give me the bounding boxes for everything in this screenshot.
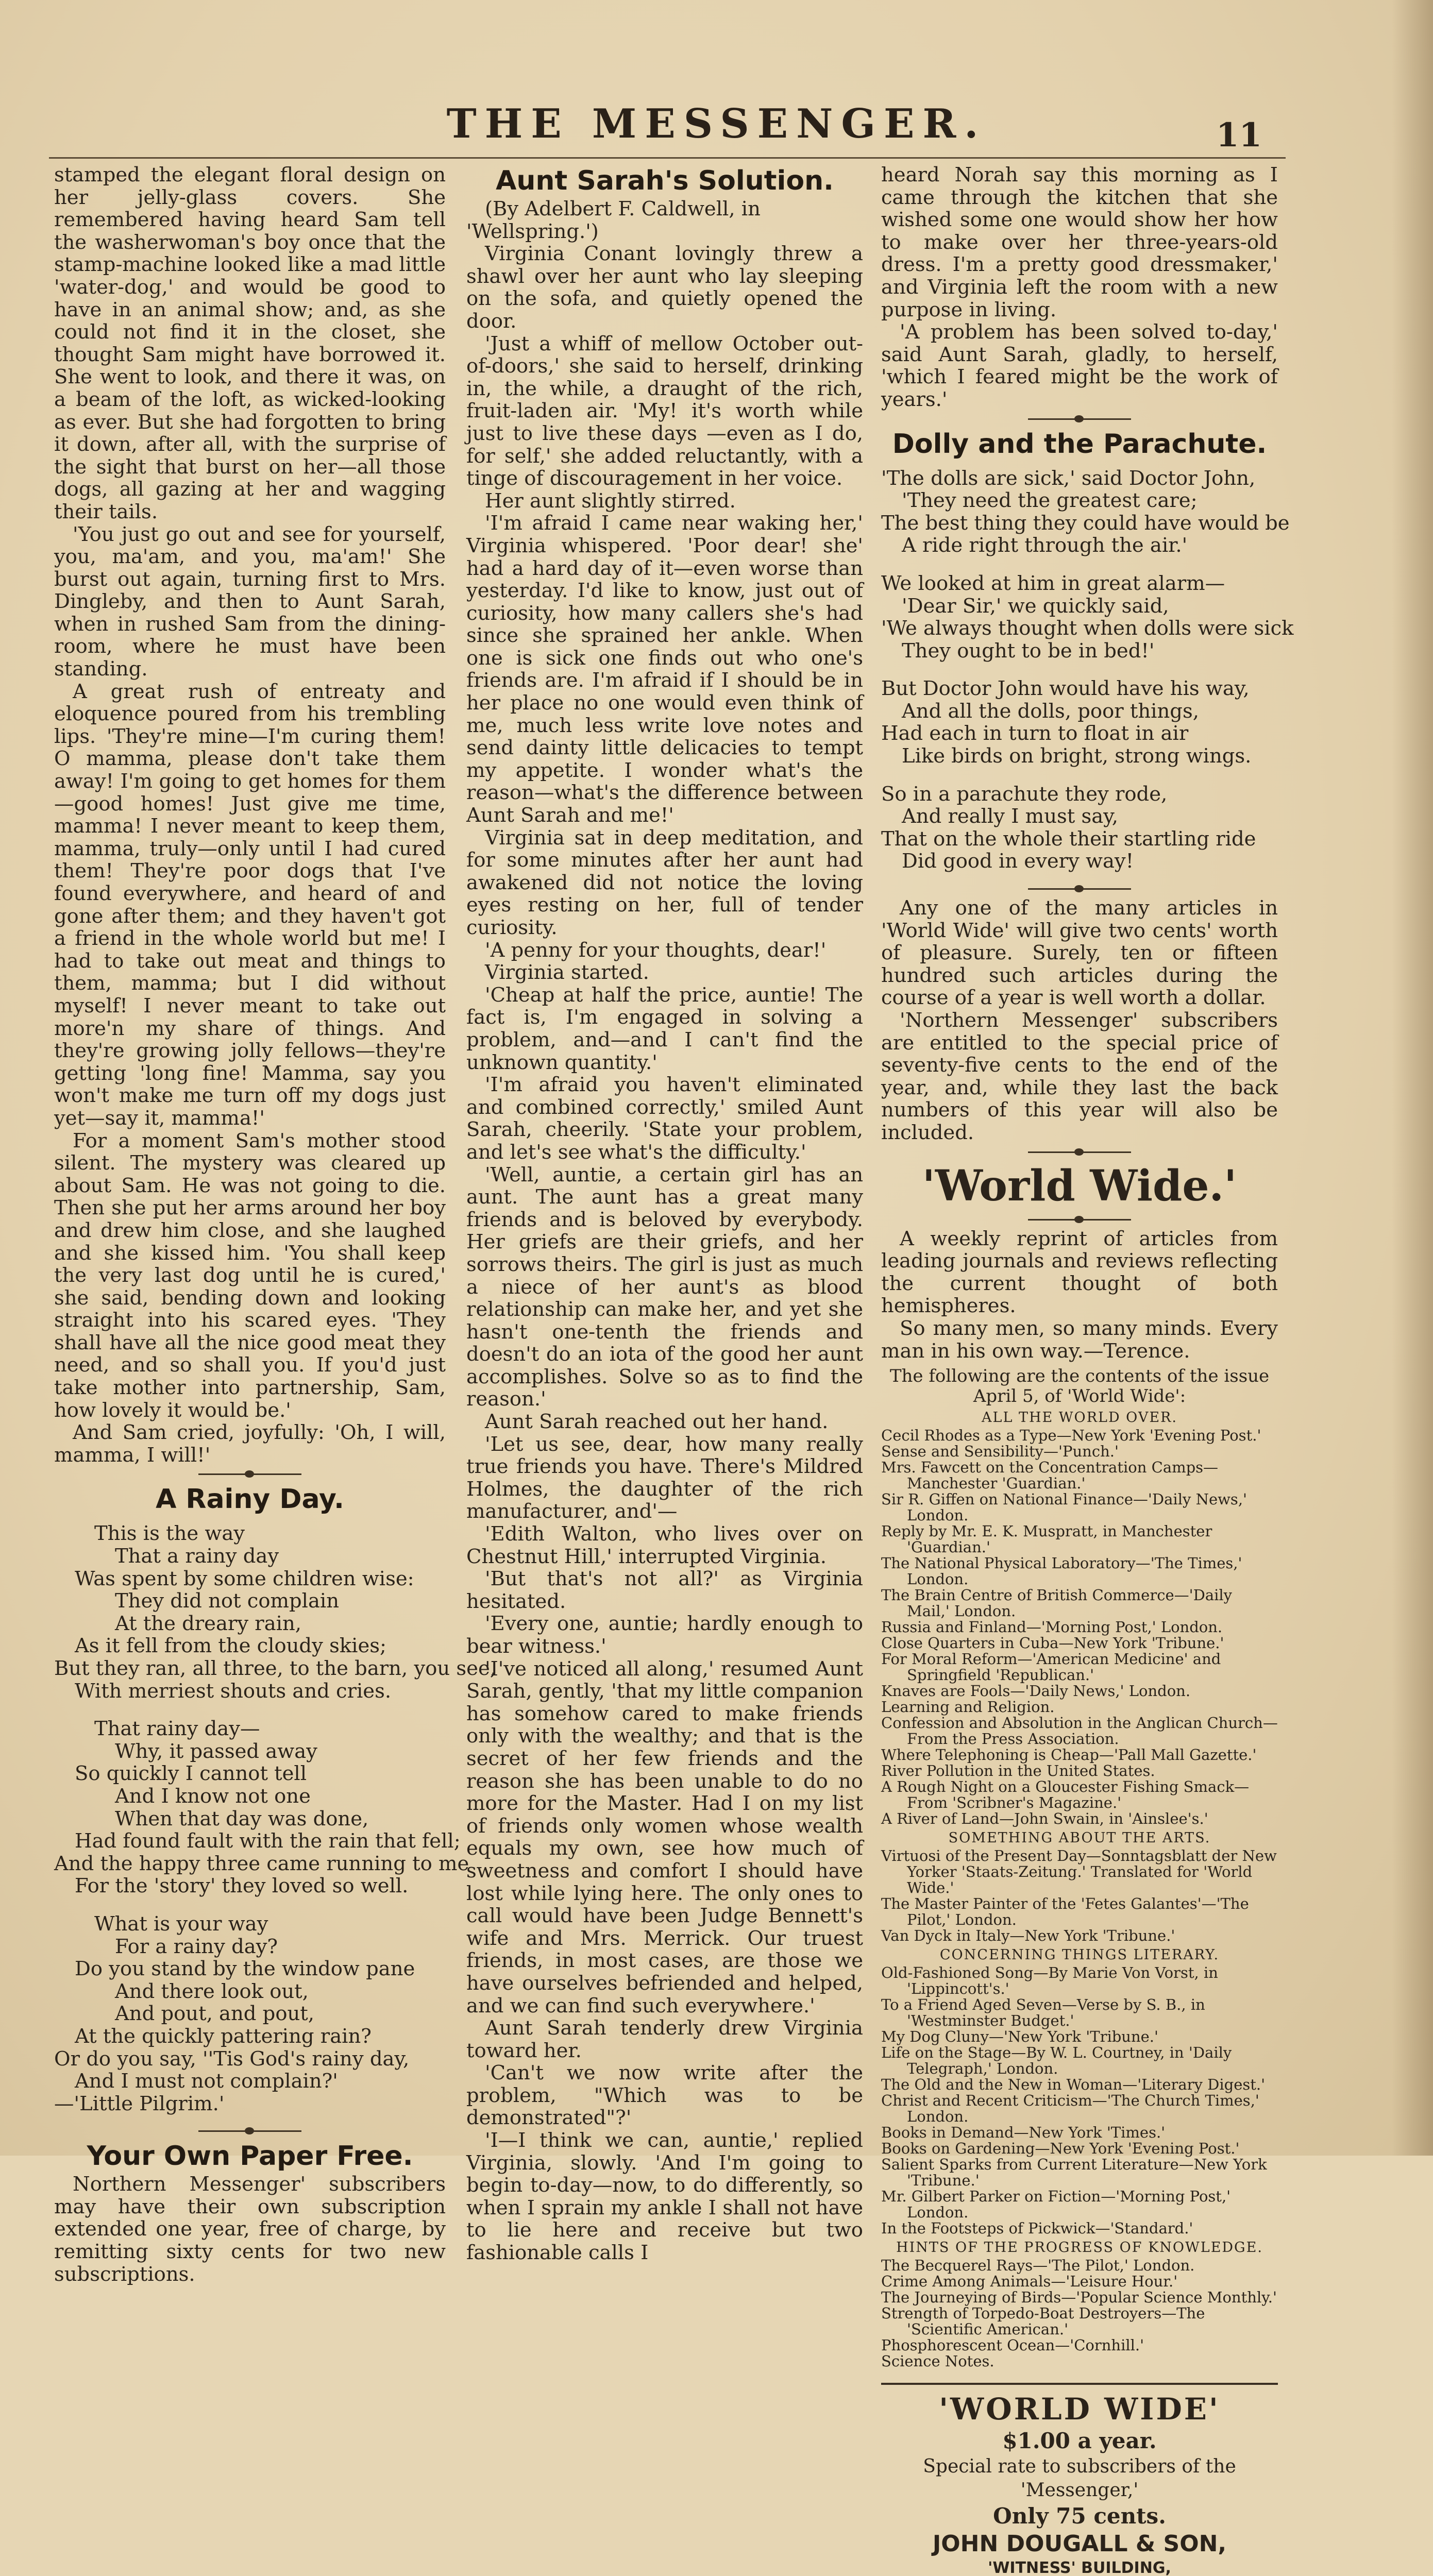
- contents-item: A Rough Night on a Gloucester Fishing Smack—From 'Scribner's Magazine.': [881, 1778, 1250, 1812]
- poem-line: And I must not complain?': [75, 2070, 338, 2093]
- world-wide-description: A weekly reprint of articles from leading journals and reviews reflecting the current thought of both hemispheres.: [881, 1227, 1278, 1318]
- ad-price: $1.00 a year.: [1002, 2428, 1157, 2454]
- poem-line: So quickly I cannot tell: [75, 1762, 307, 1786]
- poem-line: For the 'story' they loved so well.: [75, 1874, 409, 1898]
- contents-item: Life on the Stage—By W. L. Courtney, in 'Daily Telegraph,' London.: [881, 2044, 1232, 2078]
- poem-line: Like birds on bright, strong wings.: [902, 744, 1252, 768]
- contents-item: Crime Among Animals—'Leisure Hour.': [881, 2273, 1178, 2291]
- poem-line: Or do you say, ''Tis God's rainy day,: [54, 2047, 410, 2071]
- contents-intro: The following are the contents of the issue April 5, of 'World Wide':: [889, 1366, 1270, 1407]
- ad-only: Only 75 cents.: [993, 2503, 1166, 2529]
- section-divider: [198, 1473, 301, 1477]
- poem-stanza: [54, 1913, 446, 2115]
- contents-item: Phosphorescent Ocean—'Cornhill.': [881, 2336, 1144, 2354]
- poem-line: Had each in turn to float in air: [881, 722, 1189, 745]
- contents-item: Mrs. Fawcett on the Concentration Camps—Manchester 'Guardian.': [881, 1459, 1219, 1493]
- contents-item: The Brain Centre of British Commerce—'Daily Mail,' London.: [881, 1586, 1233, 1620]
- contents-item: Sir R. Giffen on National Finance—'Daily News,' London.: [881, 1490, 1247, 1524]
- contents-item: Books in Demand—New York 'Times.': [881, 2124, 1166, 2142]
- free-paper-title: Your Own Paper Free.: [87, 2141, 413, 2172]
- subscription-ad: [881, 2383, 1278, 2576]
- contents-item: Confession and Absolution in the Anglican Church—From the Press Association.: [881, 1714, 1278, 1748]
- aunt-sarah-title: Aunt Sarah's Solution.: [496, 165, 834, 196]
- byline: (By Adelbert F. Caldwell, in 'Wellspring.'): [466, 197, 761, 243]
- contents-item: The Journeying of Birds—'Popular Science Monthly.': [881, 2289, 1277, 2307]
- poem-stanza: [54, 1717, 469, 1898]
- ad-building: 'WITNESS' BUILDING,: [988, 2559, 1171, 2576]
- contents-item: Mr. Gilbert Parker on Fiction—'Morning Post,' London.: [881, 2188, 1231, 2222]
- page-edge-shadow: [1392, 0, 1433, 2156]
- poem-line: For a rainy day?: [115, 1935, 278, 1958]
- section-divider: [1028, 418, 1131, 422]
- promo-paragraph: Any one of the many articles in 'World Wide' will give two cents' worth of pleasure. Surely, ten or fifteen hundred such articles during the course of a year is well worth a dollar.: [881, 896, 1278, 1010]
- contents-heading: HINTS OF THE PROGRESS OF KNOWLEDGE.: [896, 2240, 1263, 2256]
- contents-item: My Dog Cluny—'New York 'Tribune.': [881, 2028, 1159, 2046]
- free-paper-text: Northern Messenger' subscribers may have their own subscription extended one year, free of charge, by remitting sixty cents for two new subscriptions.: [54, 2173, 446, 2286]
- paragraph: Aunt Sarah reached out her hand.: [485, 1410, 829, 1434]
- poem-stanza: [54, 1522, 496, 1703]
- contents-item: Books on Gardening—New York 'Evening Post.': [881, 2140, 1240, 2158]
- poem-line: At the dreary rain,: [115, 1612, 302, 1635]
- paragraph: Her aunt slightly stirred.: [485, 489, 736, 513]
- poem-stanza: [881, 571, 1294, 663]
- contents-item: To a Friend Aged Seven—Verse by S. B., in 'Westminster Budget.': [881, 1996, 1205, 2030]
- contents-item: Sense and Sensibility—'Punch.': [881, 1443, 1119, 1461]
- contents-item: The Becquerel Rays—'The Pilot,' London.: [881, 2257, 1195, 2275]
- rainy-day-poem: [54, 1522, 496, 2115]
- poem-line: This is the way: [94, 1522, 245, 1546]
- poem-line: What is your way: [94, 1912, 268, 1936]
- poem-line: They ought to be in bed!': [902, 639, 1155, 663]
- ad-name: 'WORLD WIDE': [939, 2392, 1220, 2427]
- dolly-title: Dolly and the Parachute.: [892, 428, 1267, 460]
- contents-item: Where Telephoning is Cheap—'Pall Mall Gazette.': [881, 1746, 1257, 1764]
- contents-item: For Moral Reform—'American Medicine' and Springfield 'Republican.': [881, 1650, 1221, 1684]
- poem-line: With merriest shouts and cries.: [75, 1679, 392, 1703]
- poem-line: The best thing they could have would be: [881, 511, 1290, 535]
- paragraph: A great rush of entreaty and eloquence poured from his trembling lips. 'They're mine—I'm curing them! O mamma, please don't take them away! I'm going to get homes for them—good homes! Just give me time, mamma! I never meant to keep them, mamma, truly—only until I had cured them! They're poor dogs that I've found everywhere, and heard of and gone after them; and they haven't got a friend in the whole world but me! I had to take out meat and things to them, mamma; but I did without myself! I never meant to take out more'n my share of things. And they're growing jolly fellows—they're getting 'long fine! Mamma, say you won't make me turn off my dogs just yet—say it, mamma!': [54, 680, 446, 1130]
- poem-line: So in a parachute they rode,: [881, 782, 1168, 806]
- poem-line: At the quickly pattering rain?: [75, 2024, 372, 2048]
- section-divider: [1028, 888, 1131, 892]
- contents-item: Close Quarters in Cuba—New York 'Tribune.': [881, 1634, 1224, 1652]
- paragraph: 'I—I think we can, auntie,' replied Virginia, slowly. 'And I'm going to begin to-day—now, to do differently, so when I sprain my ankle I shall not have to lie here and receive but two fashionable calls I: [466, 2129, 863, 2265]
- poem-line: And there look out,: [115, 1979, 309, 2003]
- poem-line: As it fell from the cloudy skies;: [75, 1634, 386, 1658]
- poem-line: And pout, and pout,: [115, 2002, 315, 2026]
- poem-line: Had found fault with the rain that fell;: [75, 1829, 461, 1853]
- paragraph: 'I've noticed all along,' resumed Aunt Sarah, gently, 'that my little companion has somehow cared to make friends only with the wealthy; and that is the secret of her few friends and the reason she has been unable to do no more for the Master. Had I on my list of friends only women whose wealth equals my own, see how much of sweetness and comfort I should have lost while lying here. The only ones to call would have been Judge Bennett's wife and Mrs. Merrick. Our truest friends, in most cases, are those we have ourselves befriended and helped, and we can find such everywhere.': [466, 1657, 863, 2018]
- poem-line: Do you stand by the window pane: [75, 1957, 415, 1981]
- poem-line: A ride right through the air.': [902, 534, 1188, 557]
- contents-item: Cecil Rhodes as a Type—New York 'Evening Post.': [881, 1427, 1261, 1445]
- poem-line: When that day was done,: [115, 1807, 369, 1831]
- paragraph: Virginia sat in deep meditation, and for some minutes after her aunt had awakened did not notice the loving eyes resting on her, full of tender curiosity.: [466, 826, 863, 939]
- world-wide-title: 'World Wide.': [922, 1161, 1237, 1211]
- contents-item: Learning and Religion.: [881, 1698, 1055, 1716]
- paragraph: 'Every one, auntie; hardly enough to bear witness.': [466, 1612, 863, 1658]
- poem-line: Was spent by some children wise:: [75, 1567, 414, 1590]
- paragraph: Virginia Conant lovingly threw a shawl over her aunt who lay sleeping on the sofa, and quietly opened the door.: [466, 242, 863, 333]
- column-3: [881, 163, 1294, 2576]
- paragraph: 'A penny for your thoughts, dear!': [485, 938, 827, 962]
- contents-heading: CONCERNING THINGS LITERARY.: [939, 1947, 1220, 1963]
- paragraph: 'Let us see, dear, how many really true friends you have. There's Mildred Holmes, the daughter of the rich manufacturer, and'—: [466, 1432, 863, 1523]
- paragraph: 'Cheap at half the price, auntie! The fact is, I'm engaged in solving a problem, and—and I can't find the unknown quantity.': [466, 983, 863, 1074]
- contents-item: Strength of Torpedo-Boat Destroyers—The 'Scientific American.': [881, 2304, 1205, 2338]
- contents-item: In the Footsteps of Pickwick—'Standard.': [881, 2219, 1193, 2238]
- contents-item: Russia and Finland—'Morning Post,' London.: [881, 1618, 1223, 1636]
- paragraph: 'Just a whiff of mellow October out-of-doors,' she said to herself, drinking in, the while, a draught of the rich, fruit-laden air. 'My! it's worth while just to live these days —even as I do, for self,' she added reluctantly, with a tinge of discouragement in her voice.: [466, 332, 863, 490]
- poem-line: And really I must say,: [902, 805, 1119, 828]
- poem-line: 'They need the greatest care;: [902, 489, 1198, 513]
- section-divider: [198, 2130, 301, 2134]
- paragraph: Virginia started.: [485, 961, 649, 985]
- contents-item: Salient Sparks from Current Literature—New York 'Tribune.': [881, 2156, 1267, 2190]
- column-2: [466, 164, 863, 2264]
- poem-line: Did good in every way!: [902, 850, 1134, 873]
- paragraph: For a moment Sam's mother stood silent. The mystery was cleared up about Sam. He was not going to die. Then she put her arms around her boy and drew him close, and she laughed and she kissed him. 'You shall keep the very last dog until he is cured,' she said, bending down and looking straight into his scared eyes. 'They shall have all the nice good meat they need, and so shall you. If you'd just take mother into partnership, Sam, how lovely it would be.': [54, 1129, 446, 1422]
- poem-line: That on the whole their startling ride: [881, 827, 1256, 851]
- paragraph: 'A problem has been solved to-day,' said Aunt Sarah, gladly, to herself, 'which I feared might be the work of years.': [881, 320, 1278, 411]
- contents-item: Christ and Recent Criticism—'The Church Times,' London.: [881, 2092, 1259, 2126]
- contents-item: The Master Painter of the 'Fetes Galantes'—'The Pilot,' London.: [881, 1895, 1249, 1929]
- contents-item: The National Physical Laboratory—'The Times,' London.: [881, 1554, 1242, 1588]
- contents-item: Reply by Mr. E. K. Muspratt, in Manchester 'Guardian.': [881, 1522, 1212, 1556]
- poem-line: 'The dolls are sick,' said Doctor John,: [881, 466, 1256, 490]
- contents-heading: SOMETHING ABOUT THE ARTS.: [948, 1830, 1211, 1846]
- section-divider: [1028, 1151, 1131, 1155]
- poem-line: And the happy three came running to me: [54, 1852, 469, 1875]
- paragraph: stamped the elegant floral design on her jelly-glass covers. She remembered having heard Sam tell the washerwoman's boy once that the stamp-machine looked like a mad little 'water-dog,' and would be good to have in an animal show; and, as she could not find it in the closet, she thought Sam might have borrowed it. She went to look, and there it was, on a beam of the loft, as wicked-looking as ever. But she had forgotten to bring it down, after all, with the surprise of the sight that burst on her—all those dogs, all gazing at her and wagging their tails.: [54, 163, 446, 523]
- paragraph: 'Well, auntie, a certain girl has an aunt. The aunt has a great many friends and is beloved by everybody. Her griefs are their griefs, and her sorrows theirs. The girl is just as much a niece of her aunt's as blood relationship can make her, and yet she hasn't one-tenth the friends and doesn't do an iota of the good her aunt accomplishes. Solve so as to find the reason.': [466, 1163, 863, 1411]
- dolly-poem: [881, 466, 1294, 873]
- poem-line: 'We always thought when dolls were sick: [881, 617, 1294, 640]
- paragraph: 'Can't we now write after the problem, "Which was to be demonstrated"?': [466, 2061, 863, 2130]
- poem-line: That rainy day—: [94, 1717, 260, 1741]
- paragraph: 'But that's not all?' as Virginia hesitated.: [466, 1567, 863, 1613]
- contents-item: A River of Land—John Swain, in 'Ainslee's.': [881, 1810, 1208, 1828]
- paragraph: 'I'm afraid I came near waking her,' Virginia whispered. 'Poor dear! she' had a hard day of it—even worse than yesterday. I'd like to know, just out of curiosity, how many callers she's had since she sprained her ankle. When one is sick one finds out who one's friends are. I'm afraid if I should be in her place no one would even think of me, much less write love notes and send dainty little delicacies to tempt my appetite. I wonder what's the reason—what's the difference between Aunt Sarah and me!': [466, 512, 863, 827]
- page-number: 11: [1216, 116, 1262, 155]
- ad-publisher: JOHN DOUGALL & SON,: [932, 2531, 1227, 2557]
- contents-list: [881, 1410, 1278, 2369]
- contents-item: Old-Fashioned Song—By Marie Von Vorst, in 'Lippincott's.': [881, 1964, 1218, 1998]
- poem-line: And all the dolls, poor things,: [902, 699, 1199, 723]
- paragraph: heard Norah say this morning as I came through the kitchen that she wished some one would show her how to make over her three-years-old dress. I'm a pretty good dressmaker,' and Virginia left the room with a new purpose in living.: [881, 163, 1278, 321]
- section-divider: [1028, 1219, 1131, 1223]
- contents-item: River Pollution in the United States.: [881, 1762, 1155, 1780]
- paragraph: 'Edith Walton, who lives over on Chestnut Hill,' interrupted Virginia.: [466, 1522, 863, 1568]
- poem-line: Why, it passed away: [115, 1739, 317, 1763]
- paragraph: And Sam cried, joyfully: 'Oh, I will, mamma, I will!': [54, 1421, 446, 1467]
- contents-item: Science Notes.: [881, 2352, 994, 2370]
- poem-line: But they ran, all three, to the barn, you see,: [54, 1657, 496, 1680]
- contents-item: Van Dyck in Italy—New York 'Tribune.': [881, 1927, 1175, 1945]
- world-wide-motto: So many men, so many minds. Every man in his own way.—Terence.: [881, 1316, 1278, 1363]
- poem-stanza: [881, 783, 1278, 873]
- poem-stanza: [881, 677, 1278, 767]
- poem-line: They did not complain: [115, 1589, 340, 1613]
- contents-item: Virtuosi of the Present Day—Sonntagsblatt der New Yorker 'Staats-Zeitung.' Translated for 'World Wide.': [881, 1847, 1277, 1897]
- rainy-day-title: A Rainy Day.: [156, 1484, 344, 1515]
- poem-line: But Doctor John would have his way,: [881, 677, 1250, 701]
- promo-paragraph: 'Northern Messenger' subscribers are entitled to the special price of seventy-five cents to the end of the year, and, while they last the back numbers of this year will also be included.: [881, 1009, 1278, 1144]
- poem-line: And I know not one: [115, 1784, 311, 1808]
- contents-item: Knaves are Fools—'Daily News,' London.: [881, 1682, 1191, 1700]
- contents-heading: ALL THE WORLD OVER.: [982, 1410, 1177, 1426]
- poem-attribution: —'Little Pilgrim.': [54, 2092, 225, 2115]
- contents-item: The Old and the New in Woman—'Literary Digest.': [881, 2076, 1266, 2094]
- poem-stanza: [881, 466, 1290, 557]
- poem-line: We looked at him in great alarm—: [881, 571, 1225, 595]
- ad-special: Special rate to subscribers of the 'Messenger,': [923, 2456, 1236, 2501]
- paragraph: 'I'm afraid you haven't eliminated and combined correctly,' smiled Aunt Sarah, cheerily. 'State your problem, and let's see what's the difficulty.': [466, 1073, 863, 1164]
- paragraph: Aunt Sarah tenderly drew Virginia toward her.: [466, 2016, 863, 2062]
- header-rule: [49, 157, 1286, 159]
- poem-line: 'Dear Sir,' we quickly said,: [902, 594, 1169, 618]
- poem-line: That a rainy day: [115, 1545, 279, 1568]
- masthead: THE MESSENGER.: [446, 100, 987, 147]
- paragraph: 'You just go out and see for yourself, you, ma'am, and you, ma'am!' She burst out again, turning first to Mrs. Dingleby, and then to Aunt Sarah, when in rushed Sam from the dining-room, where he must have been standing.: [54, 522, 446, 681]
- column-1: [54, 163, 496, 2286]
